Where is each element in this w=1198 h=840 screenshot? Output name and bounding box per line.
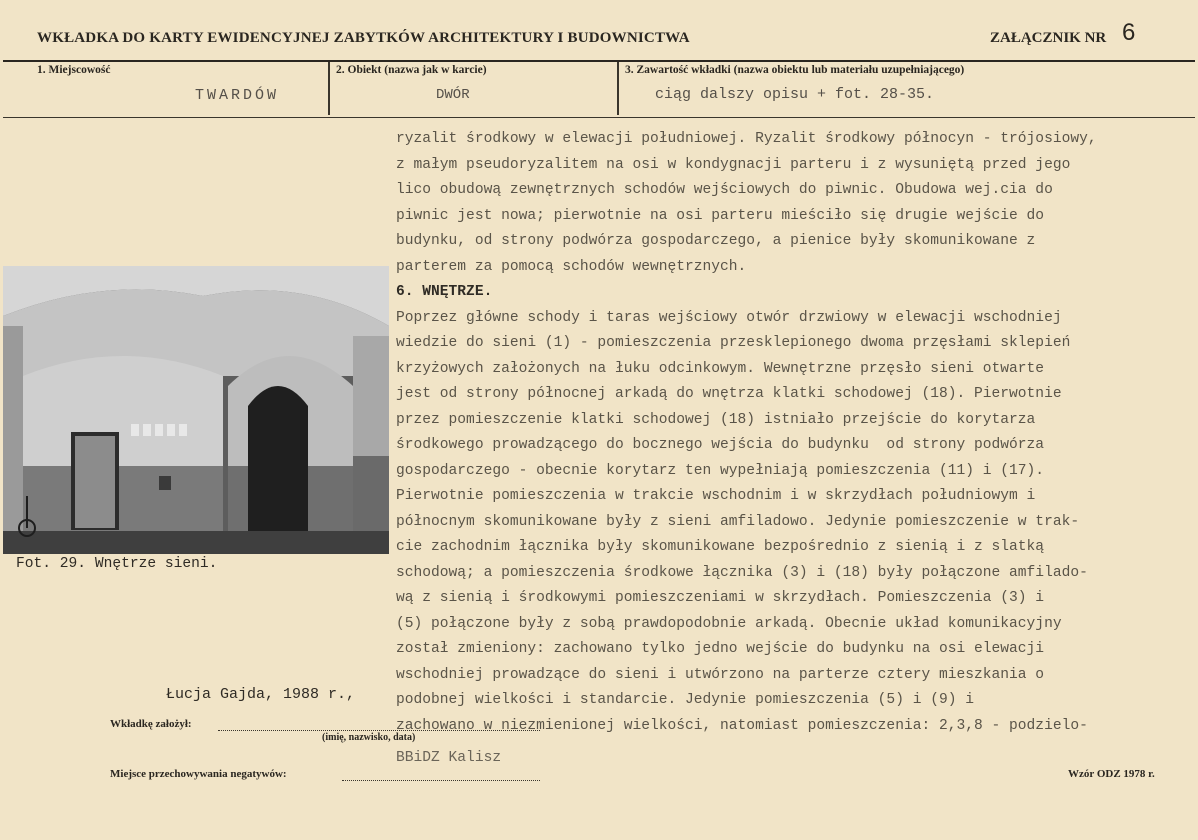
description-text xyxy=(396,127,1198,739)
text-line: schodową; a pomieszczenia środkowe łącznika (3) i (18) były połączone amfilado- xyxy=(396,564,1088,581)
text-line: jest od strony północnej arkadą do wnętrza klatki schodowej (18). Pierwotnie xyxy=(396,386,1062,402)
header-rule xyxy=(3,60,1195,62)
section-heading: 6. WNĘTRZE. xyxy=(396,284,493,300)
text-line: budynku, od strony podwórza gospodarczego, a pienice były skomunikowane z xyxy=(396,233,1036,249)
text-line: gospodarczego - obecnie korytarz ten wypełniają pomieszczenia (11) i (17). xyxy=(396,462,1045,479)
interior-photo xyxy=(3,266,389,554)
annex-number: 6 xyxy=(1122,19,1136,46)
text-line: wiedzie do sieni (1) - pomieszczenia przesklepionego dwoma przęsłami sklepień xyxy=(396,335,1071,351)
author-hint: (imię, nazwisko, data) xyxy=(322,732,416,743)
locality-label: 1. Miejscowość xyxy=(37,64,111,76)
storage-value: BBiDZ Kalisz xyxy=(396,750,502,766)
storage-line xyxy=(342,779,540,781)
text-line: krzyżowych założonych na łuku odcinkowym. Wewnętrzne przęsło sieni otwarte xyxy=(396,360,1045,377)
text-line: Pierwotnie pomieszczenia w trakcie wschodnim i w skrzydłach południowym i xyxy=(396,488,1036,504)
text-line: wschodniej prowadzące do sieni i utwórzono na parterze cztery mieszkania o xyxy=(396,666,1045,683)
annex-label: ZAŁĄCZNIK NR xyxy=(990,30,1107,46)
object-label: 2. Obiekt (nazwa jak w karcie) xyxy=(336,64,487,76)
text-line: wą z sienią i środkowymi pomieszczeniami w skrzydłach. Pomieszczenia (3) i xyxy=(396,590,1045,606)
text-line: został zmieniony: zachowano tylko jedno wejście do budynku na osi elewacji xyxy=(396,641,1045,657)
text-line: środkowego prowadzącego do bocznego wejścia do budynku od strony podwórza xyxy=(396,437,1045,453)
locality-value: TWARDÓW xyxy=(195,87,280,104)
text-line: ryzalit środkowy w elewacji południowej. Ryzalit środkowy północyn - trójosiowy, xyxy=(396,131,1097,147)
author-label: Wkładkę założył: xyxy=(110,718,192,730)
contents-label: 3. Zawartość wkładki (nazwa obiektu lub materiału uzupełniającego) xyxy=(625,64,965,76)
fields-rule xyxy=(3,117,1195,118)
contents-value: ciąg dalszy opisu + fot. 28-35. xyxy=(655,86,935,103)
object-value: DWÓR xyxy=(436,87,470,103)
text-line: (5) połączone były z sobą prawdopodobnie arkadą. Obecnie układ komunikacyjny xyxy=(396,615,1062,632)
text-line: parterem za pomocą schodów wewnętrznych. xyxy=(396,258,747,275)
text-line: północnym skomunikowane były z sieni amfiladowo. Jedynie pomieszczenie w trak- xyxy=(396,513,1080,530)
form-code: Wzór ODZ 1978 r. xyxy=(1068,768,1155,780)
author-value: Łucja Gajda, 1988 r., xyxy=(166,686,356,703)
photo-caption: Fot. 29. Wnętrze sieni. xyxy=(16,556,218,572)
text-line: przez pomieszczenie klatki schodowej (18) istniało przejście do korytarza xyxy=(396,411,1036,428)
form-title: WKŁADKA DO KARTY EWIDENCYJNEJ ZABYTKÓW ARCHITEKTURY I BUDOWNICTWA xyxy=(37,30,690,46)
text-line: lico obudową zewnętrznych schodów wejściowych do piwnic. Obudowa wej.cia do xyxy=(396,182,1053,198)
text-line: cie zachodnim łącznika były skomunikowane bezpośrednio z sienią i z slatką xyxy=(396,539,1045,555)
text-line: Poprzez główne schody i taras wejściowy otwór drzwiowy w elewacji wschodniej xyxy=(396,309,1062,326)
text-line: z małym pseudoryzalitem na osi w kondygnacji parteru i z wysuniętą przed jego xyxy=(396,156,1071,173)
text-line: zachowano w niezmienionej wielkości, natomiast pomieszczenia: 2,3,8 - podzielo- xyxy=(396,717,1088,734)
field-divider xyxy=(617,62,619,115)
text-line: podobnej wielkości i standarcie. Jedynie pomieszczenia (5) i (9) i xyxy=(396,692,975,708)
storage-label: Miejsce przechowywania negatywów: xyxy=(110,768,287,780)
author-line xyxy=(218,729,540,731)
field-divider xyxy=(328,62,330,115)
text-line: piwnic jest nowa; pierwotnie na osi parteru mieściło się drugie wejście do xyxy=(396,207,1045,224)
